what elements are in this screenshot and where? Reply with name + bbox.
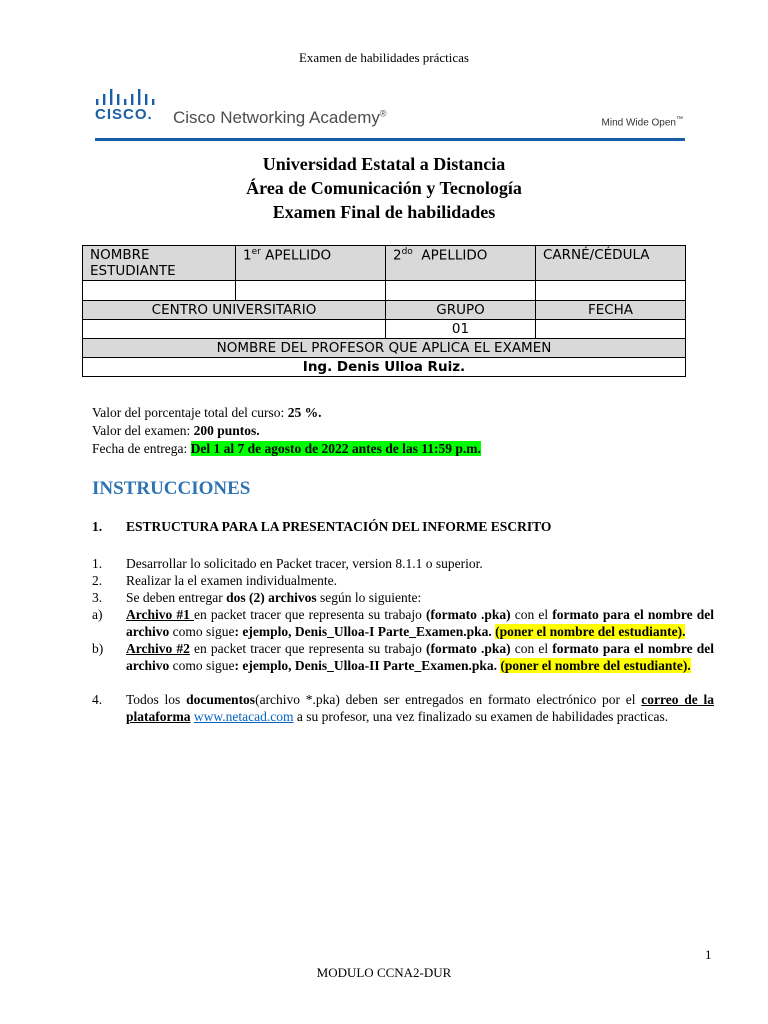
table-row — [83, 320, 686, 339]
cell-carne[interactable] — [536, 281, 686, 301]
list-item: b) Archivo #2 en packet tracer que representa su trabajo (formato .pka) con el formato para el nombre del archivo como sigue: ejemplo, Denis_Ulloa-II Parte_Examen.pka. (poner el nombre del estudiante). — [92, 641, 714, 673]
cell-apellido-2[interactable] — [386, 281, 536, 301]
cisco-academy-logo — [95, 88, 685, 140]
page-header: Examen de habilidades prácticas — [298, 50, 469, 65]
cell-centro[interactable] — [83, 320, 386, 339]
document-title-block — [0, 152, 768, 224]
title-exam: Examen Final de habilidades — [272, 202, 496, 222]
table-row — [83, 281, 686, 301]
exam-meta — [92, 404, 481, 458]
cell-nombre[interactable] — [83, 281, 236, 301]
list-item: 4. Todos los documentos(archivo *.pka) deben ser entregados en formato electrónico por el correo de la plataforma www.netacad.com a su profesor, una vez finalizado su examen de habilidades practicas. — [92, 692, 714, 724]
cell-fecha[interactable] — [536, 320, 686, 339]
cell-grupo: 01 — [386, 320, 536, 339]
header-profesor: NOMBRE DEL PROFESOR QUE APLICA EL EXAMEN — [83, 339, 686, 358]
table-row — [83, 246, 686, 281]
title-university: Universidad Estatal a Distancia — [262, 154, 506, 174]
section-heading: 1. ESTRUCTURA PARA LA PRESENTACIÓN DEL INFORME ESCRITO — [92, 519, 552, 534]
list-item: 2. Realizar la el examen individualmente. — [92, 573, 338, 588]
header-apellido-2: $2^{do}$ APELLIDO — [386, 246, 536, 281]
header-centro: CENTRO UNIVERSITARIO — [83, 301, 386, 320]
table-row — [83, 301, 686, 320]
tagline: Mind Wide Open™ — [601, 116, 683, 129]
header-grupo: GRUPO — [386, 301, 536, 320]
cell-profesor: Ing. Denis Ulloa Ruiz. — [83, 358, 686, 377]
title-area: Área de Comunicación y Tecnología — [246, 178, 522, 198]
header-carne: CARNÉ/CÉDULA — [536, 246, 686, 281]
header-fecha: FECHA — [536, 301, 686, 320]
cisco-bars-icon — [95, 88, 155, 108]
student-info-table — [82, 245, 686, 377]
cisco-wordmark: CISCO. — [95, 106, 153, 123]
netacad-link[interactable]: www.netacad.com — [193, 709, 294, 724]
table-row — [83, 339, 686, 358]
instructions-heading: INSTRUCCIONES — [92, 478, 251, 499]
exam-value-line: Valor del examen: 200 puntos. — [92, 423, 260, 438]
logo-divider — [95, 138, 685, 141]
course-value-line: Valor del porcentaje total del curso: 25 %. — [92, 405, 322, 420]
networking-academy-label: Cisco Networking Academy® — [173, 108, 387, 127]
list-item: 3. Se deben entregar dos (2) archivos según lo siguiente: — [92, 590, 422, 605]
due-date-line: Fecha de entrega: Del 1 al 7 de agosto de 2022 antes de las 11:59 p.m. — [92, 441, 481, 456]
table-row — [83, 358, 686, 377]
list-item: a) Archivo #1 en packet tracer que representa su trabajo (formato .pka) con el formato para el nombre del archivo como sigue: ejemplo, Denis_Ulloa-I Parte_Examen.pka. (poner el nombre del estudiante). — [92, 607, 714, 639]
cell-apellido-1[interactable] — [236, 281, 386, 301]
header-apellido-1: 1er APELLIDO — [236, 246, 386, 281]
instruction-list — [92, 555, 714, 725]
header-nombre: NOMBRE ESTUDIANTE — [83, 246, 236, 281]
page-number: 1 — [705, 947, 712, 962]
page-footer: MODULO CCNA2-DUR — [316, 965, 452, 980]
list-item: 1. Desarrollar lo solicitado en Packet tracer, version 8.1.1 o superior. — [92, 556, 483, 571]
